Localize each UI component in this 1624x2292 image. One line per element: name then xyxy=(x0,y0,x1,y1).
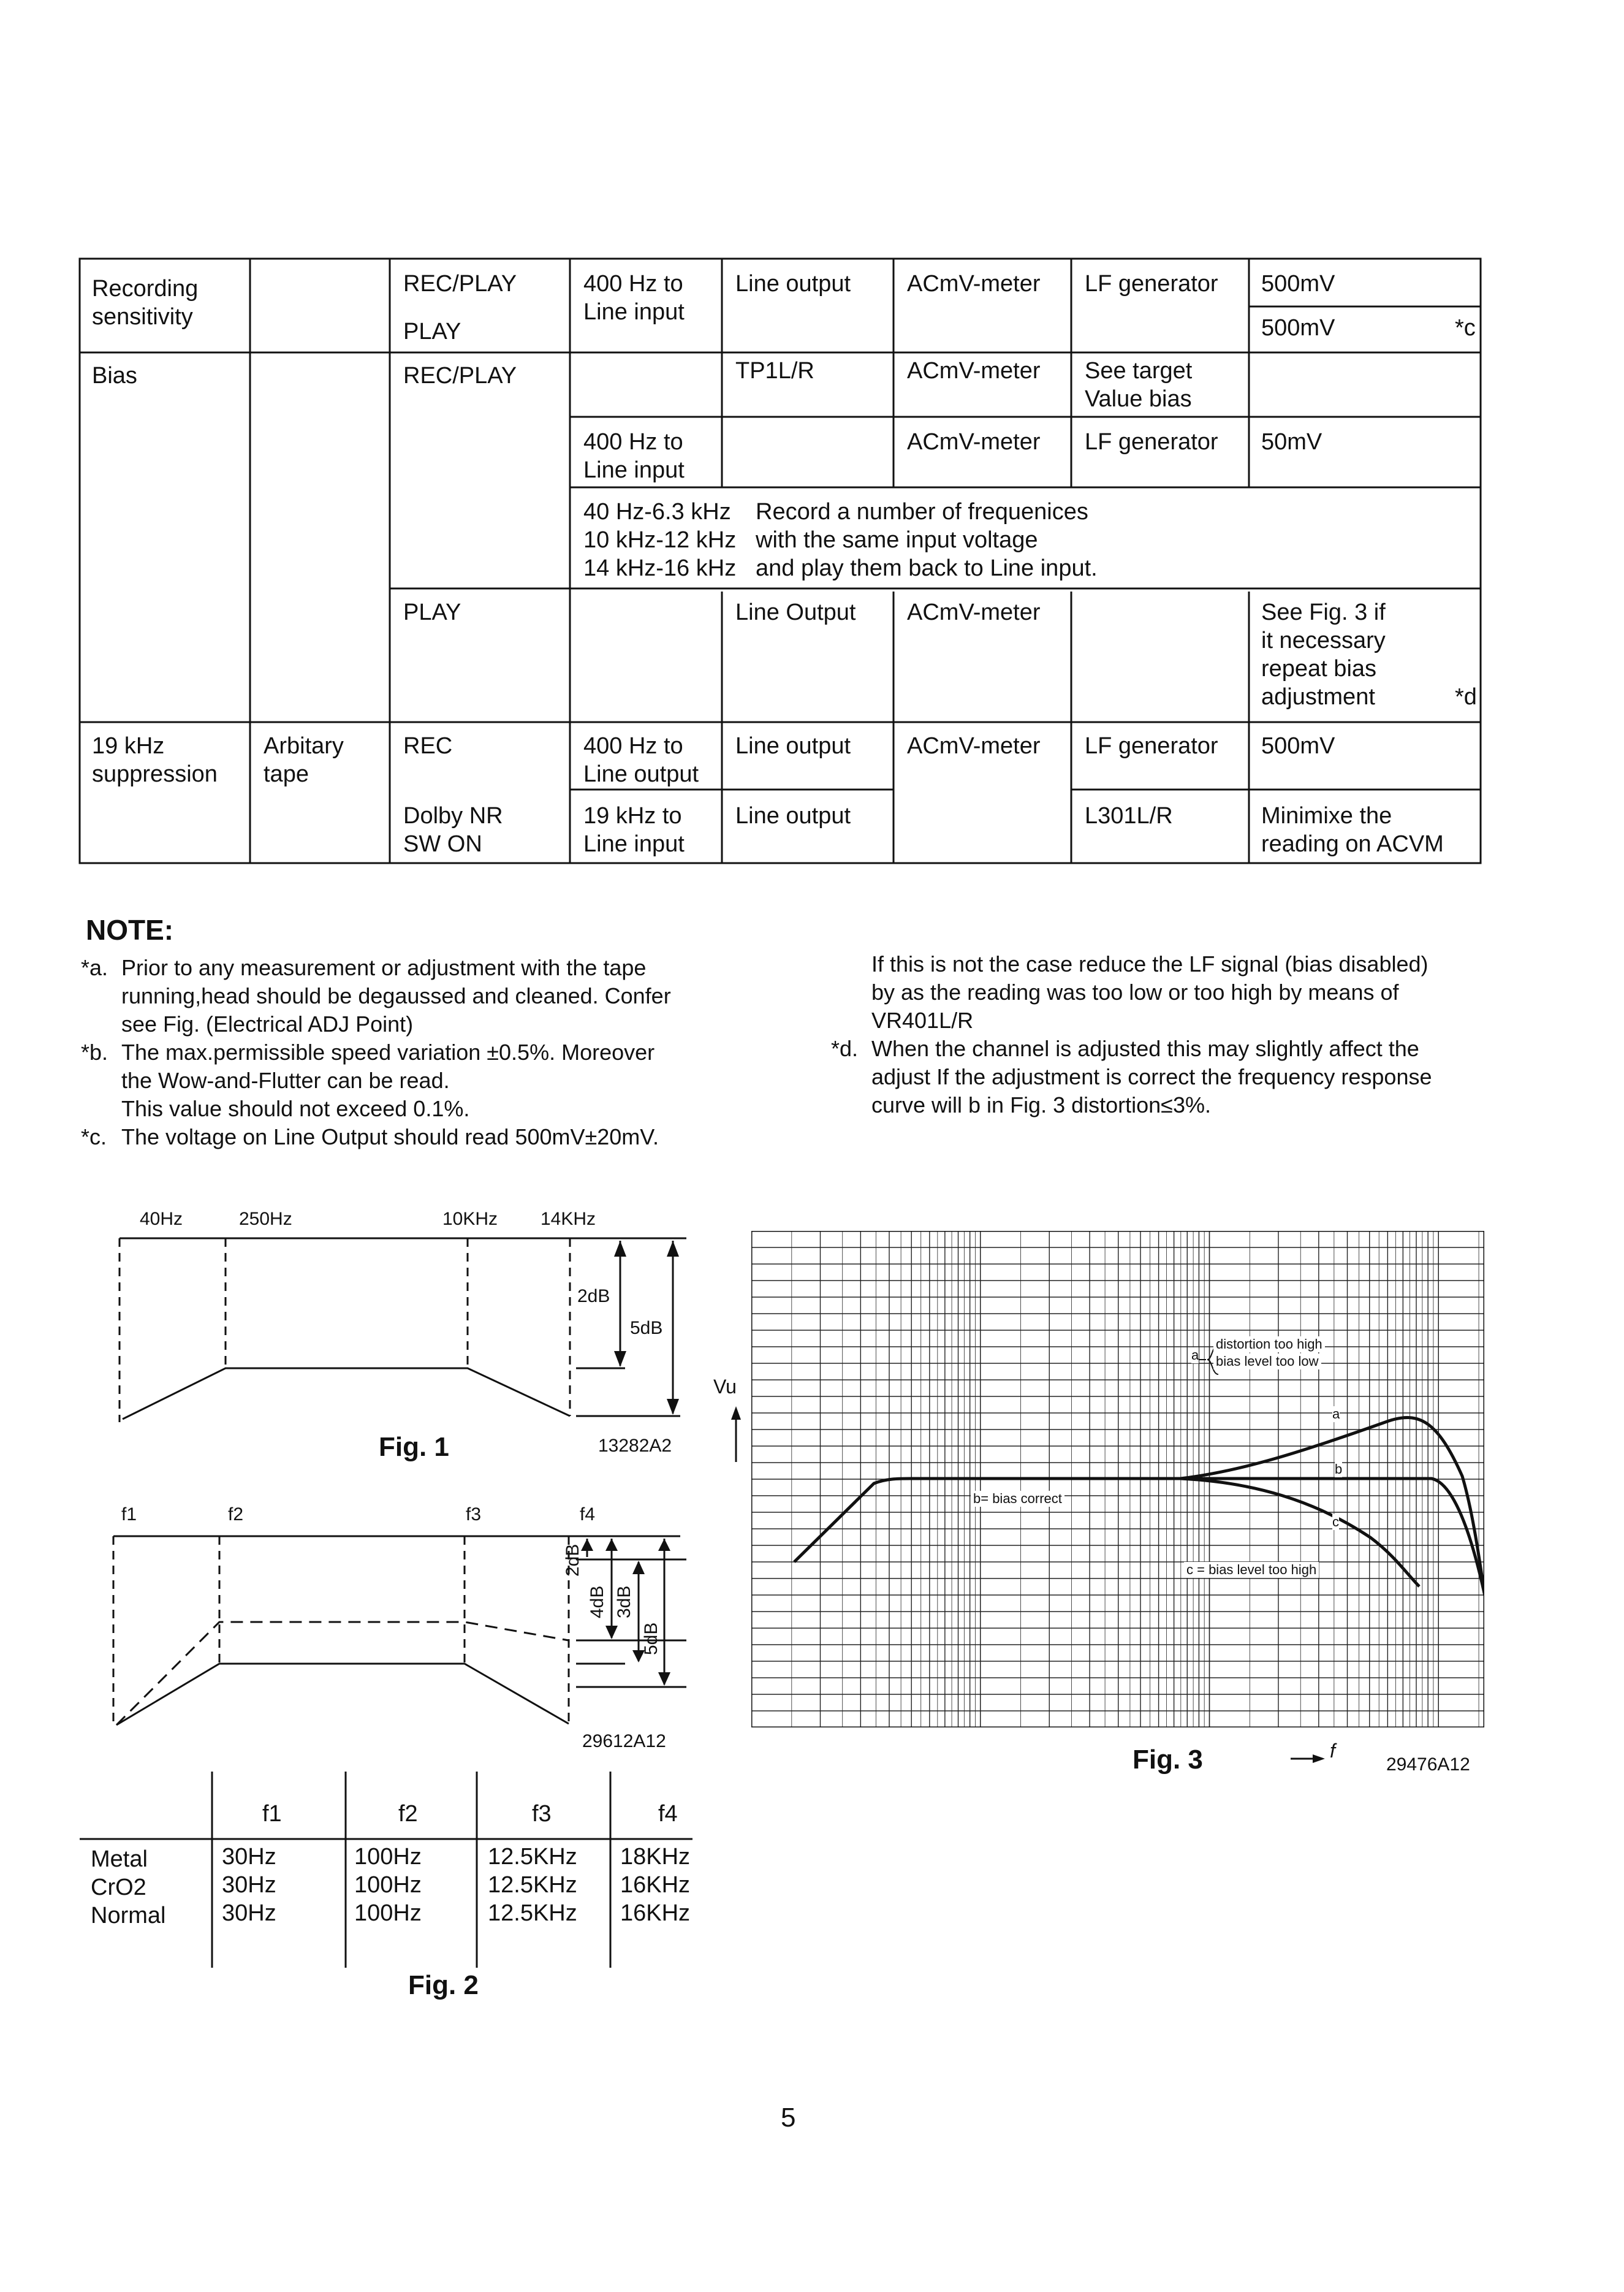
cell-dolby-nr: Dolby NR SW ON xyxy=(403,803,503,857)
cell-output-tp1: TP1L/R xyxy=(735,358,814,384)
note-c xyxy=(81,1123,786,1154)
cell-mode-play-2: PLAY xyxy=(403,600,461,625)
fig1-tick-14khz: 14KHz xyxy=(541,1209,596,1229)
fig1-diagram xyxy=(116,1232,692,1428)
cell-mode-recplay-1: REC/PLAY xyxy=(403,271,517,297)
cell-signal-400hz-3: 400 Hz to Line output xyxy=(583,733,699,787)
note-c-text: The voltage on Line Output should read 500mV±20mV. xyxy=(121,1124,659,1149)
cell-output-line-3: Line output xyxy=(735,733,851,759)
fig2-4db: 4dB xyxy=(587,1585,607,1618)
fig2-metal-f2: 100Hz xyxy=(354,1844,422,1870)
fig1-tick-10khz: 10KHz xyxy=(442,1209,498,1229)
fig2-code: 29612A12 xyxy=(582,1731,666,1751)
cell-mode-play-1: PLAY xyxy=(403,319,461,345)
fig2-metal-f3: 12.5KHz xyxy=(488,1844,577,1870)
fig2-2db: 2dB xyxy=(563,1544,583,1577)
fig2-tick-f4: f4 xyxy=(580,1504,596,1525)
cell-gen-3: LF generator xyxy=(1085,733,1218,759)
cell-minimize: Minimixe the reading on ACVM xyxy=(1261,803,1444,857)
cell-test-19khz: 19 kHz suppression xyxy=(92,733,218,787)
fig3-curve-b: b xyxy=(1335,1461,1343,1477)
cell-output-line-2: Line Output xyxy=(735,600,856,625)
fig3-up-arrow-icon xyxy=(727,1404,745,1465)
fig3-x-axis-label: f xyxy=(1330,1740,1335,1762)
fig2-label: Fig. 2 xyxy=(408,1970,479,2000)
fig2-cro2-f2: 100Hz xyxy=(354,1872,422,1898)
fig3-label-a-prefix: a xyxy=(1191,1347,1199,1363)
cell-meter-4: ACmV-meter xyxy=(907,600,1041,625)
note-d xyxy=(831,1035,1566,1121)
note-c-label: *c. xyxy=(81,1124,107,1149)
fig2-row-metal: Metal xyxy=(91,1846,148,1872)
note-d-text: When the channel is adjusted this may slightly affect the adjust If the adjustment is correct the frequency response curve will b in Fig. 3 distortion≤3%. xyxy=(871,1036,1432,1117)
fig3-label-c: c = bias level too high xyxy=(1184,1562,1319,1578)
fig2-normal-f3: 12.5KHz xyxy=(488,1900,577,1926)
cell-meter-5: ACmV-meter xyxy=(907,733,1041,759)
cell-signal-400hz-2: 400 Hz to Line input xyxy=(583,429,685,483)
cell-mode-recplay-2: REC/PLAY xyxy=(403,363,517,389)
fig1-code: 13282A2 xyxy=(598,1436,672,1456)
cell-output-line-1: Line output xyxy=(735,271,851,297)
note-heading: NOTE: xyxy=(86,914,174,946)
fig2-row-normal: Normal xyxy=(91,1903,166,1928)
note-a-label: *a. xyxy=(81,955,108,980)
cell-value-3: 500mV xyxy=(1261,733,1335,759)
fig2-tick-f3: f3 xyxy=(466,1504,482,1525)
note-b-label: *b. xyxy=(81,1040,108,1065)
fig1-2db: 2dB xyxy=(577,1286,610,1306)
fig2-tick-f1: f1 xyxy=(121,1504,137,1525)
fig3-graph xyxy=(751,1231,1484,1727)
fig3-label-b: b= bias correct xyxy=(971,1491,1064,1507)
note-b xyxy=(81,1038,786,1124)
cell-see-fig3: See Fig. 3 if it necessary repeat bias adjustment xyxy=(1261,600,1386,710)
cell-target-bias: See target Value bias xyxy=(1085,358,1193,412)
cell-freq-ranges: 40 Hz-6.3 kHz 10 kHz-12 kHz 14 kHz-16 kHz xyxy=(583,499,737,581)
fig3-label-a2: bias level too low xyxy=(1213,1353,1321,1369)
fig3-right-arrow-icon xyxy=(1289,1749,1326,1768)
fig2-metal-f1: 30Hz xyxy=(222,1844,276,1870)
fig3-label-a1: distortion too high xyxy=(1213,1336,1325,1352)
note-b-text: The max.permissible speed variation ±0.5%. Moreover the Wow-and-Flutter can be read. This value should not exceed 0.1%. xyxy=(121,1040,655,1121)
cell-mode-rec: REC xyxy=(403,733,453,759)
fig2-cro2-f4: 16KHz xyxy=(620,1872,691,1898)
note-d-label: *d. xyxy=(831,1036,859,1061)
cell-signal-400hz-1: 400 Hz to Line input xyxy=(583,271,685,325)
cell-value-1: 500mV xyxy=(1261,271,1335,297)
fig2-metal-f4: 18KHz xyxy=(620,1844,691,1870)
cell-value-2: 500mV xyxy=(1261,315,1335,341)
cell-note-d: *d xyxy=(1455,684,1477,710)
cell-test-bias: Bias xyxy=(92,363,137,389)
note-c-cont-text: If this is not the case reduce the LF signal (bias disabled) by as the reading was too low or too high by means of VR401L/R xyxy=(871,951,1429,1033)
fig3-curve-c: c xyxy=(1332,1514,1339,1529)
fig3-code: 29476A12 xyxy=(1386,1754,1470,1775)
fig2-cro2-f3: 12.5KHz xyxy=(488,1872,577,1898)
fig1-5db: 5dB xyxy=(630,1318,663,1338)
fig2-3db: 3dB xyxy=(614,1585,634,1618)
fig3-curve-a: a xyxy=(1332,1406,1340,1422)
fig3-label: Fig. 3 xyxy=(1133,1745,1203,1775)
fig1-tick-250hz: 250Hz xyxy=(239,1209,292,1229)
cell-meter-3: ACmV-meter xyxy=(907,429,1041,455)
note-a xyxy=(81,954,786,1040)
page-number: 5 xyxy=(781,2103,796,2133)
fig1-label: Fig. 1 xyxy=(379,1432,449,1462)
cell-signal-19khz: 19 kHz to Line input xyxy=(583,803,685,857)
adjustment-table xyxy=(78,257,1482,864)
note-a-text: Prior to any measurement or adjustment with the tape running,head should be degaussed and cleaned. Confer see Fig. (Electrical ADJ Point) xyxy=(121,955,671,1037)
fig3-y-axis-label: Vu xyxy=(713,1376,737,1398)
fig2-col-f3: f3 xyxy=(532,1801,552,1827)
cell-meter-1: ACmV-meter xyxy=(907,271,1041,297)
fig2-col-f2: f2 xyxy=(398,1801,418,1827)
fig2-normal-f1: 30Hz xyxy=(222,1900,276,1926)
cell-output-line-4: Line output xyxy=(735,803,851,829)
cell-gen-1: LF generator xyxy=(1085,271,1218,297)
cell-l301: L301L/R xyxy=(1085,803,1173,829)
cell-record-instructions: Record a number of frequenices with the same input voltage and play them back to Line input. xyxy=(756,499,1098,581)
fig2-cro2-f1: 30Hz xyxy=(222,1872,276,1898)
fig2-row-cro2: CrO2 xyxy=(91,1875,146,1900)
fig2-normal-f4: 16KHz xyxy=(620,1900,691,1926)
cell-note-c: *c xyxy=(1455,315,1476,341)
cell-tape-arbitary: Arbitary tape xyxy=(264,733,344,787)
fig2-diagram xyxy=(110,1530,686,1738)
cell-gen-2: LF generator xyxy=(1085,429,1218,455)
cell-meter-2: ACmV-meter xyxy=(907,358,1041,384)
fig2-5db: 5dB xyxy=(641,1622,661,1655)
fig2-col-f4: f4 xyxy=(658,1801,678,1827)
fig1-tick-40hz: 40Hz xyxy=(140,1209,183,1229)
cell-test-recording: Recording sensitivity xyxy=(92,276,199,330)
fig2-col-f1: f1 xyxy=(262,1801,282,1827)
cell-value-50mv: 50mV xyxy=(1261,429,1322,455)
fig2-normal-f2: 100Hz xyxy=(354,1900,422,1926)
note-c-continued xyxy=(871,950,1576,1036)
fig2-tick-f2: f2 xyxy=(228,1504,244,1525)
